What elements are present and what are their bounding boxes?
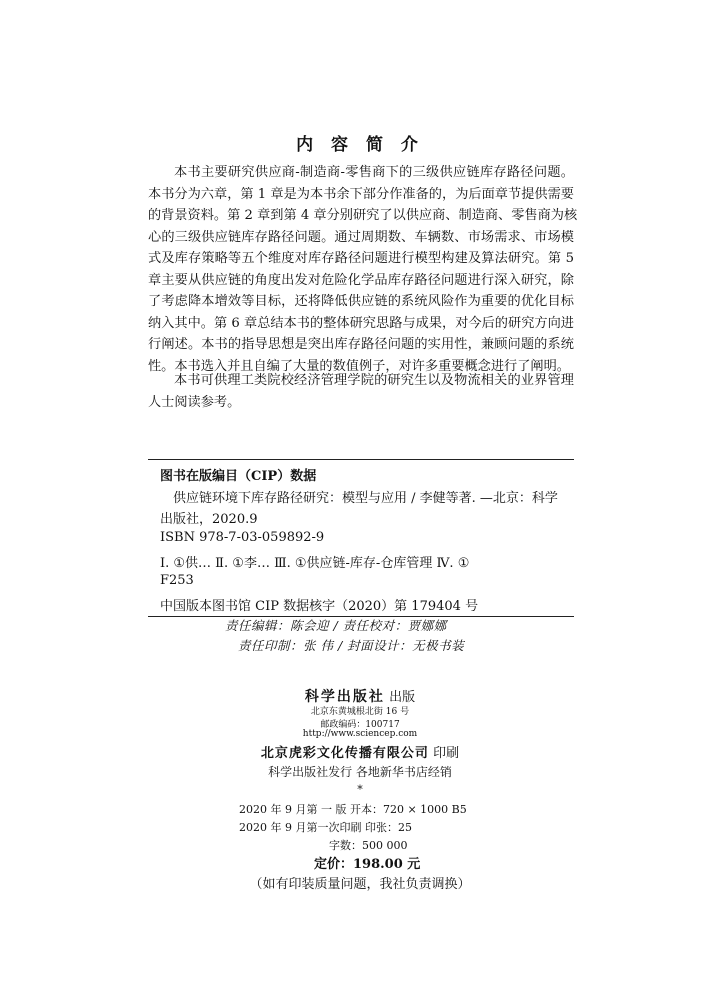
summary-line: 人士阅读参考。 — [148, 394, 241, 410]
printer-name: 北京虎彩文化传播有限公司 — [260, 746, 429, 761]
publisher-suffix: 出版 — [389, 690, 416, 705]
summary-line: 的背景资料。第 2 章到第 4 章分别研究了以供应商、制造商、零售商为核 — [148, 208, 578, 223]
summary-line: 章主要从供应链的角度出发对危险化学品库存路径问题进行深入研究，除 — [148, 272, 574, 288]
summary-line: 式及库存策略等五个维度对库存路径问题进行模型构建及算法研究。第 5 — [148, 251, 574, 266]
page-title: 内 容 简 介 — [296, 135, 424, 155]
publisher-address: 北京东黄城根北街 16 号 — [310, 707, 410, 717]
summary-line: 性。本书选入并且自编了大量的数值例子，对许多重要概念进行了阐明。 — [148, 358, 570, 374]
printer-suffix: 印刷 — [433, 746, 460, 761]
summary-line: 本书分为六章，第 1 章是为本书余下部分作准备的，为后面章节提供需要 — [148, 186, 574, 202]
cip-classification-2: F253 — [160, 573, 194, 588]
word-count: 字数：500 000 — [329, 839, 408, 852]
summary-paragraph-2 — [148, 370, 574, 413]
editors-line-2: 责任印制：张 伟 / 封面设计：无极书装 — [238, 638, 465, 653]
publisher-postcode: 邮政编码：100717 — [320, 720, 400, 730]
summary-line: 纳入其中。第 6 章总结本书的整体研究思路与成果，对今后的研究方向进 — [148, 315, 574, 331]
summary-line: 了考虑降本增效等目标，还将降低供应链的系统风险作为重要的优化目标 — [148, 294, 574, 309]
summary-paragraph-1 — [148, 162, 578, 377]
summary-line: 本书可供理工类院校经济管理学院的研究生以及物流相关的业界管理 — [174, 373, 574, 388]
cip-classification: Ⅰ. ①供… Ⅱ. ①李… Ⅲ. ①供应链-库存-仓库管理 Ⅳ. ① — [160, 556, 470, 571]
cip-title-line: 供应链环境下库存路径研究：模型与应用 / 李健等著. —北京：科学 — [173, 491, 558, 506]
summary-line: 本书主要研究供应商-制造商-零售商下的三级供应链库存路径问题。 — [174, 165, 574, 180]
publisher-name: 科学出版社 — [304, 689, 385, 705]
distribution: 科学出版社发行 各地新华书店经销 — [268, 765, 452, 779]
cip-heading: 图书在版编目（CIP）数据 — [160, 469, 317, 484]
summary-line: 行阐述。本书的指导思想是突出库存路径问题的实用性，兼顾问题的系统 — [148, 337, 574, 352]
quality-note: （如有印装质量问题，我社负责调换） — [249, 877, 471, 892]
separator-star: * — [357, 783, 363, 796]
cip-isbn: ISBN 978-7-03-059892-9 — [160, 530, 325, 545]
cip-title-line-2: 出版社，2020.9 — [160, 512, 258, 527]
printer-line — [0, 742, 720, 761]
editors-line-1: 责任编辑：陈会迎 / 责任校对：贾娜娜 — [225, 618, 447, 633]
printing-info: 2020 年 9 月第一次印刷 印张：25 — [239, 821, 412, 834]
publisher-line — [0, 686, 720, 706]
edition-info: 2020 年 9 月第 一 版 开本：720 × 1000 B5 — [239, 803, 467, 816]
summary-line: 心的三级供应链库存路径问题。通过周期数、车辆数、市场需求、市场模 — [148, 229, 574, 245]
publisher-url: http://www.sciencep.com — [302, 729, 418, 739]
price: 定价：198.00 元 — [314, 857, 421, 872]
cip-number: 中国版本图书馆 CIP 数据核字（2020）第 179404 号 — [160, 599, 479, 614]
